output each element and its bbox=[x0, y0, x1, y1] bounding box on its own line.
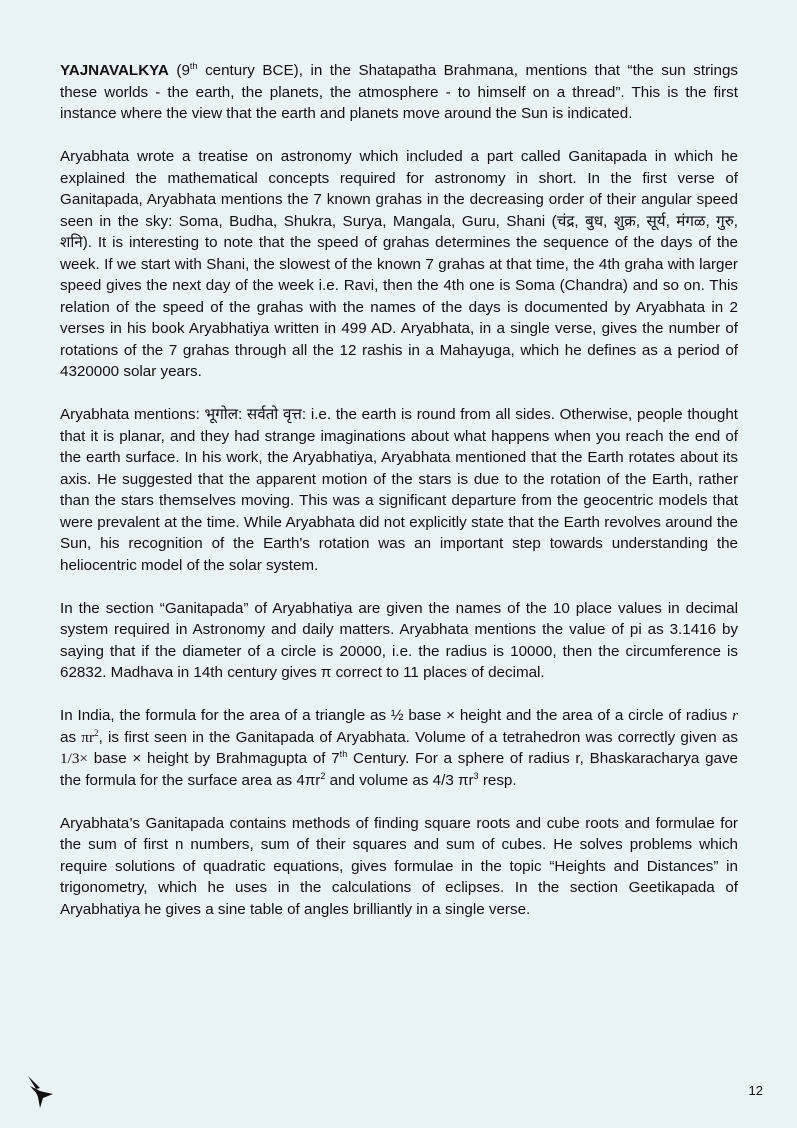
page-number: 12 bbox=[748, 1083, 763, 1098]
paragraph-area-formulas: In India, the formula for the area of a triangle as ½ base × height and the area of a circle of radius r as $\pi r^2$, is first seen in the Ganitapada of Aryabhata. Volume of a tetrahedron was correctly given as 1/3× base × height by Brahmagupta of 7th Century. For a sphere of radius r, Bhaskaracharya gave the formula for the surface area as $4\pi r^2$ and volume as 4/3 $\pi r^3$ resp. bbox=[60, 707, 739, 789]
paragraph-yajnavalkya: YAJNAVALKYA (9th century BCE), in the Shatapatha Brahmana, mentions that “the sun strings these worlds - the earth, the planets, the atmosphere - to himself on a thread”. This is the first instance where the view that the earth and planets move around the Sun is indicated. bbox=[60, 61, 738, 122]
paragraph-place-values-pi: In the section “Ganitapada” of Aryabhatiya are given the names of the 10 place values in decimal system required in Astronomy and daily matters. Aryabhata mentions the value of pi as 3.1416 by saying that if the diameter of a circle is 20000, i.e. the radius is 10000, then the circumference is 62832. Madhava in 14th century gives π correct to 11 places of decimal. bbox=[60, 599, 738, 681]
bird-logo-icon bbox=[26, 1074, 56, 1110]
name-yajnavalkya: YAJNAVALKYA bbox=[60, 62, 169, 79]
paragraph-ganitapada-grahas: Aryabhata wrote a treatise on astronomy which included a part called Ganitapada in which he explained the mathematical concepts required for astronomy in short. In the first verse of Ganitapada, Aryabhata mentions the 7 known grahas in the decreasing order of their angular speed seen in the sky: Soma, Budha, Shukra, Surya, Mangala, Guru, Shani (चंद्र, बुध, शुक्र, सूर्य, मंगळ, गुरु, शनि). It is interesting to note that the speed of grahas determines the sequence of the days of the week. If we start with Shani, the slowest of the known 7 grahas at that time, the 4th graha with larger speed gives the next day of the week i.e. Ravi, then the 4th one is Soma (Chandra) and so on. This relation of the speed of the grahas with the names of the days is documented by Aryabhata in 2 verses in his book Aryabhatiya written in 499 AD. Aryabhata, in a single verse, gives the number of rotations of the 7 grahas through all the 12 rashis in a Mahayuga, which he defines as a period of 4320000 solar years. bbox=[60, 148, 738, 380]
document-body bbox=[60, 60, 738, 920]
paragraph-ganitapada-methods: Aryabhata’s Ganitapada contains methods of finding square roots and cube roots and formulae for the sum of first n numbers, sum of their squares and sum of cubes. He solves problems which require solutions of quadratic equations, gives formulae in the topic “Heights and Distances” in trigonometry, which he uses in the calculations of eclipses. In the section Geetikapada of Aryabhatiya he gives a sine table of angles brilliantly in a single verse. bbox=[60, 814, 738, 918]
paragraph-earth-rotation: Aryabhata mentions: भूगोल: सर्वतो वृत्त: i.e. the earth is round from all sides. Otherwise, people thought that it is planar, and they had strange imaginations about what happens when you reach the end of the earth surface. In his work, the Aryabhatiya, Aryabhata mentioned that the Earth rotates about its axis. He suggested that the apparent motion of the stars is due to the rotation of the Earth, rather than the stars themselves moving. This was a significant departure from the geocentric models that were prevalent at the time. While Aryabhata did not explicitly state that the Earth revolves around the Sun, his recognition of the Earth's rotation was an important step towards understanding the heliocentric model of the solar system. bbox=[60, 406, 738, 574]
